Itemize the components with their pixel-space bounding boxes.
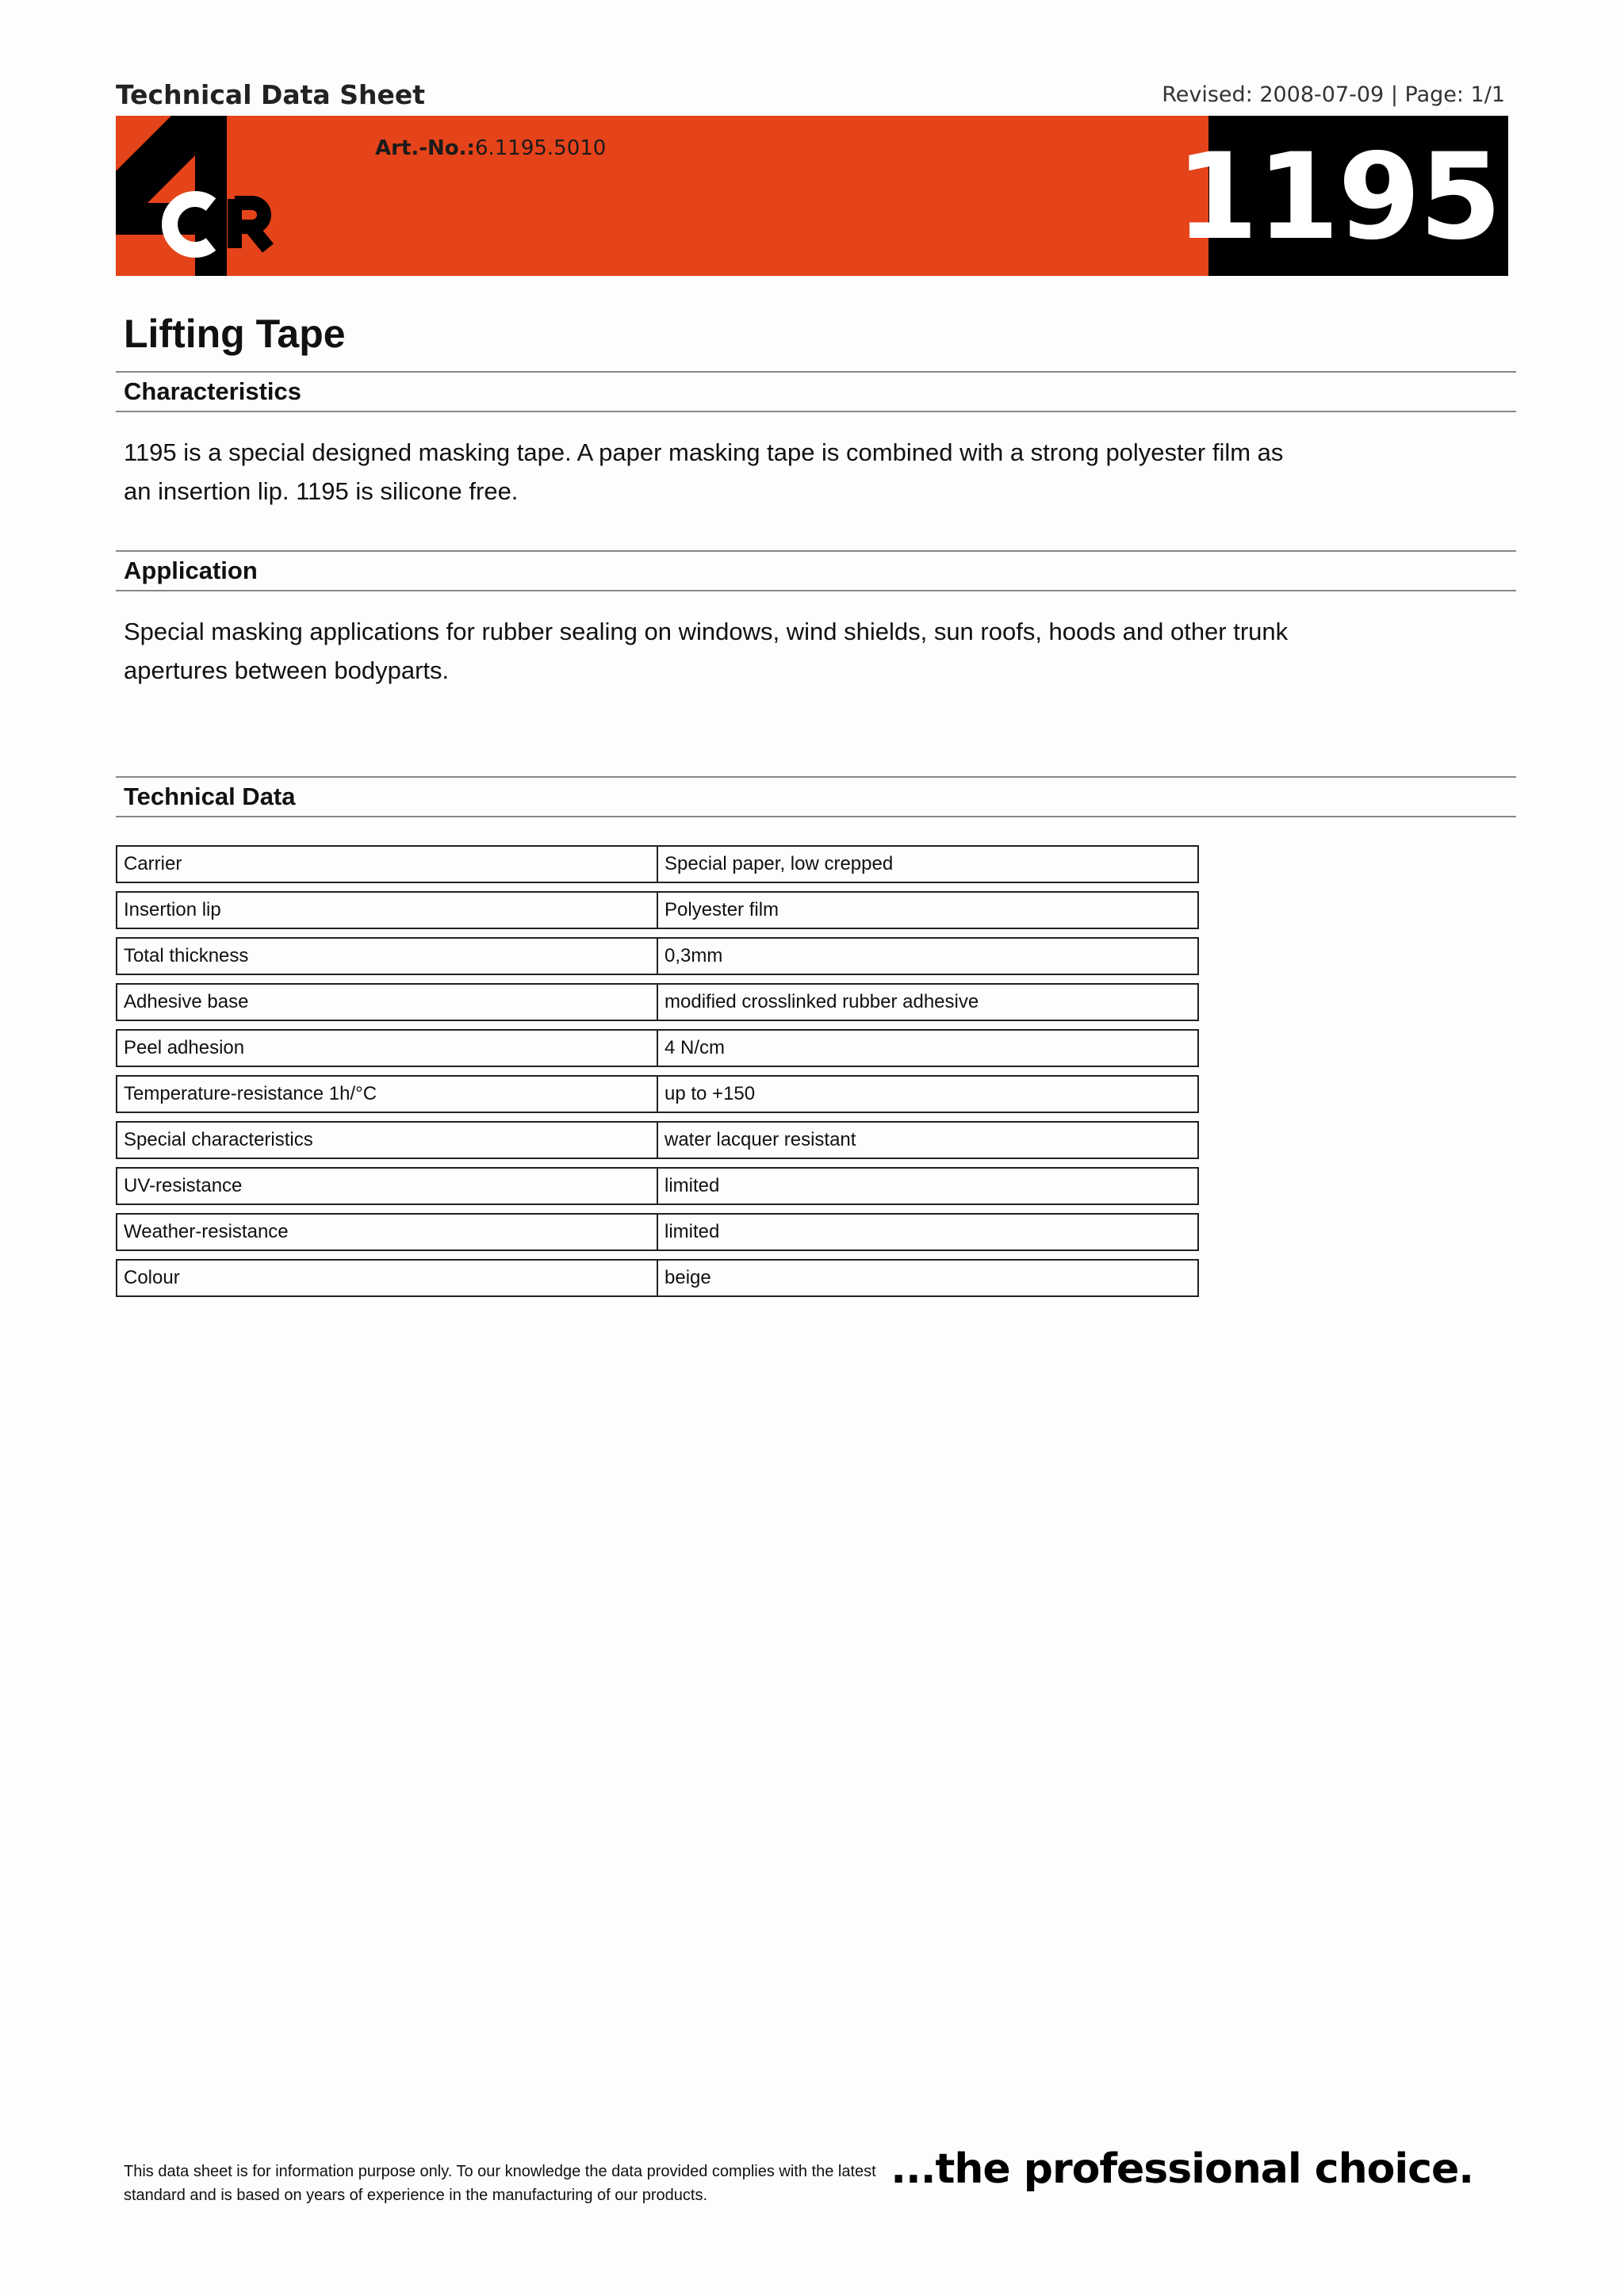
characteristics-text: 1195 is a special designed masking tape. A paper masking tape is combined with a strong polyester film as an insertion lip. 1195 is silicone free. (124, 438, 1284, 505)
property-value: water lacquer resistant (658, 1121, 1199, 1159)
application-text: Special masking applications for rubber sealing on windows, wind shields, sun roofs, hoods and other trunk apertures between bodyparts. (124, 618, 1289, 684)
property-value: Special paper, low crepped (658, 845, 1199, 883)
header-banner (116, 116, 1508, 276)
article-number-value: 6.1195.5010 (474, 136, 607, 160)
table-row (116, 1029, 1199, 1067)
product-name: Lifting Tape (124, 312, 346, 356)
property-value: up to +150 (658, 1075, 1199, 1113)
property-label: Weather-resistance (116, 1213, 658, 1251)
technical-data-header: Technical Data (116, 776, 1516, 817)
article-number-label: Art.-No.: (375, 136, 475, 160)
property-label: Colour (116, 1259, 658, 1297)
company-logo (116, 116, 346, 276)
document-type-title: Technical Data Sheet (116, 79, 425, 110)
table-row (116, 891, 1199, 929)
property-value: modified crosslinked rubber adhesive (658, 983, 1199, 1021)
property-label: Special characteristics (116, 1121, 658, 1159)
property-value: Polyester film (658, 891, 1199, 929)
product-number-box (1175, 116, 1508, 276)
table-row (116, 845, 1199, 883)
table-row (116, 1259, 1199, 1297)
application-header: Application (116, 550, 1516, 591)
table-row (116, 1121, 1199, 1159)
property-value: limited (658, 1213, 1199, 1251)
property-label: Insertion lip (116, 891, 658, 929)
table-row (116, 1075, 1199, 1113)
property-label: UV-resistance (116, 1167, 658, 1205)
product-number: 1195 (1175, 128, 1500, 266)
revision-info: Revised: 2008-07-09 | Page: 1/1 (1162, 82, 1505, 107)
property-value: limited (658, 1167, 1199, 1205)
property-label: Adhesive base (116, 983, 658, 1021)
table-row (116, 983, 1199, 1021)
table-row (116, 1213, 1199, 1251)
tagline: ...the professional choice. (891, 2145, 1473, 2193)
footer-disclaimer: This data sheet is for information purpose only. To our knowledge the data provided complies with the latest standard and is based on years of experience in the manufacturing of our products. (124, 2163, 876, 2204)
article-number (375, 136, 606, 160)
property-label: Carrier (116, 845, 658, 883)
property-label: Temperature-resistance 1h/°C (116, 1075, 658, 1113)
table-row (116, 937, 1199, 975)
table-row (116, 1167, 1199, 1205)
property-label: Peel adhesion (116, 1029, 658, 1067)
technical-data-table (116, 837, 1199, 1305)
property-label: Total thickness (116, 937, 658, 975)
property-value: 0,3mm (658, 937, 1199, 975)
characteristics-header: Characteristics (116, 371, 1516, 412)
property-value: 4 N/cm (658, 1029, 1199, 1067)
property-value: beige (658, 1259, 1199, 1297)
